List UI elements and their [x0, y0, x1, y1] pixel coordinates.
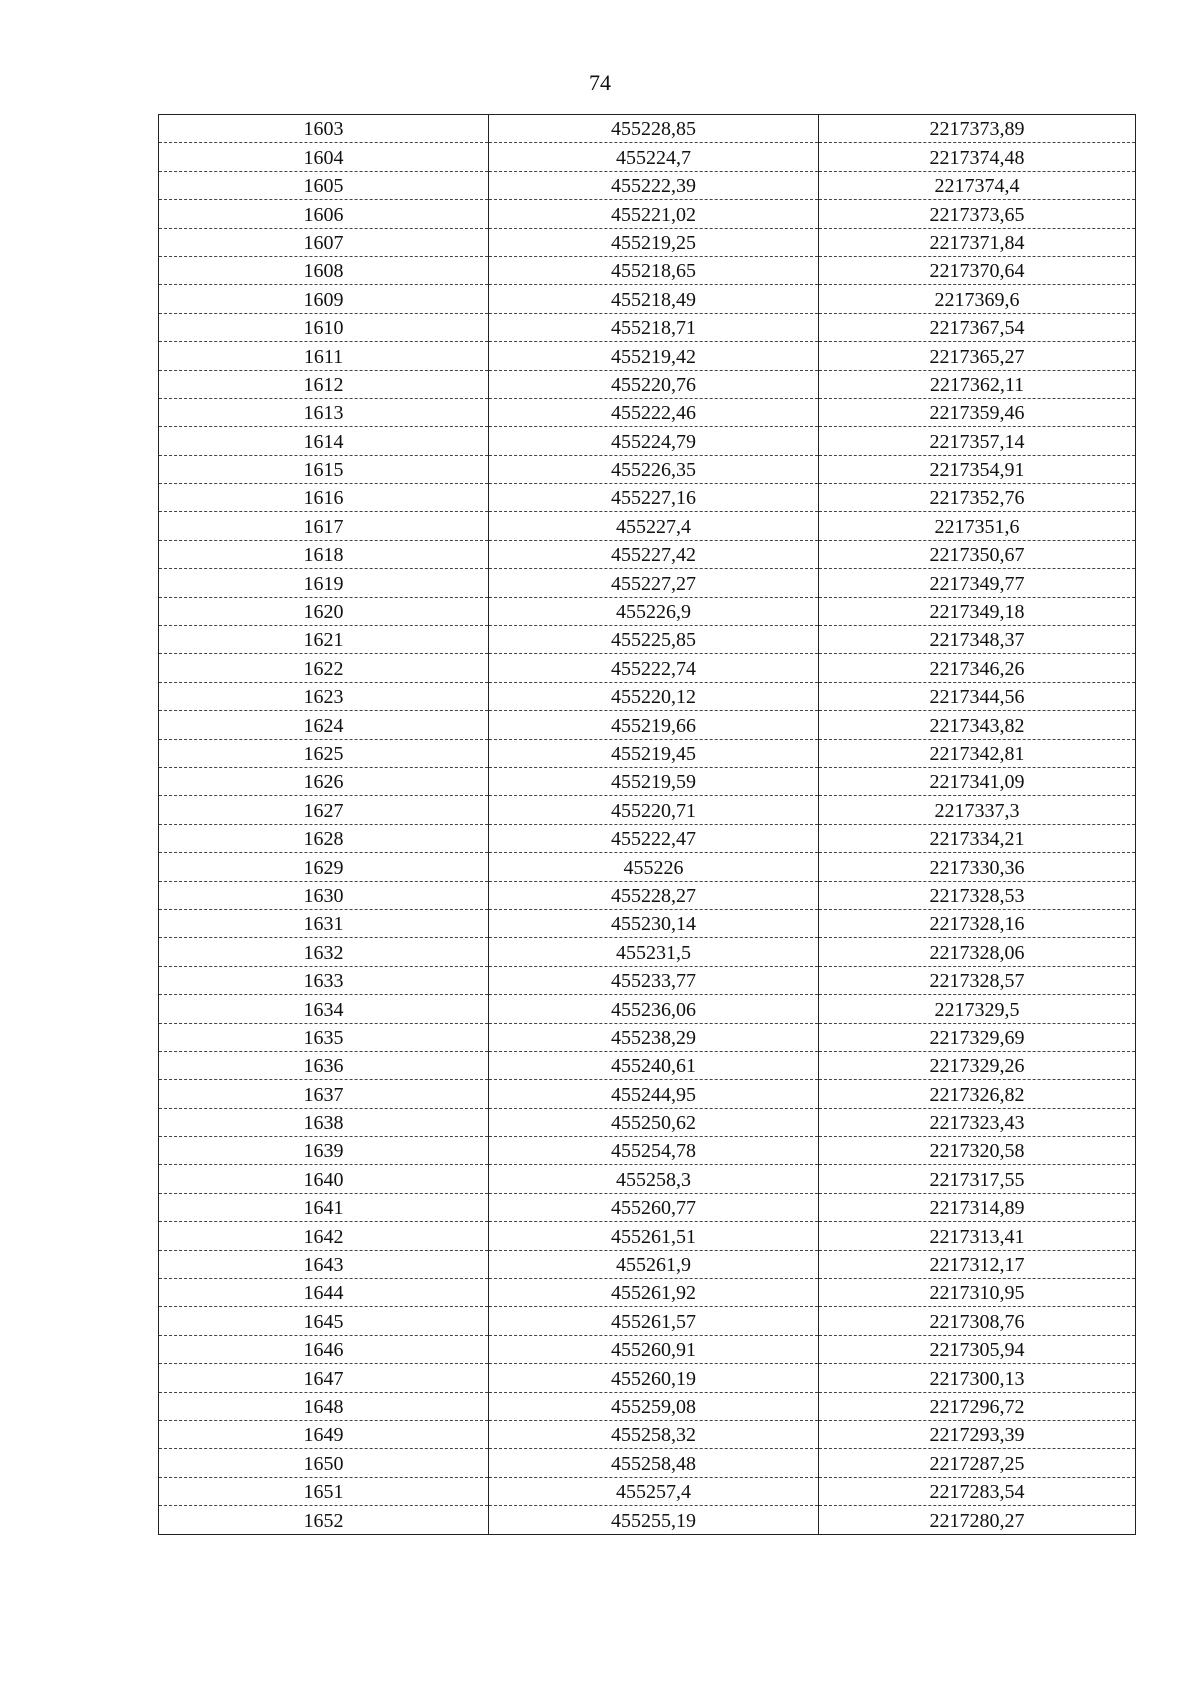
point-number-cell: 1627 — [159, 796, 489, 824]
y-coordinate-cell: 2217313,41 — [819, 1222, 1136, 1250]
x-coordinate-cell: 455261,92 — [489, 1279, 819, 1307]
y-coordinate-cell: 2217280,27 — [819, 1506, 1136, 1534]
x-coordinate-cell: 455260,77 — [489, 1193, 819, 1221]
table-row — [159, 881, 1136, 909]
table-row — [159, 1477, 1136, 1505]
point-number-cell: 1648 — [159, 1392, 489, 1420]
table-row — [159, 853, 1136, 881]
point-number-cell: 1636 — [159, 1051, 489, 1079]
table-row — [159, 796, 1136, 824]
point-number-cell: 1633 — [159, 966, 489, 994]
table-row — [159, 1023, 1136, 1051]
point-number-cell: 1646 — [159, 1335, 489, 1363]
x-coordinate-cell: 455218,71 — [489, 313, 819, 341]
point-number-cell: 1651 — [159, 1477, 489, 1505]
y-coordinate-cell: 2217328,16 — [819, 909, 1136, 937]
y-coordinate-cell: 2217312,17 — [819, 1250, 1136, 1278]
x-coordinate-cell: 455219,45 — [489, 739, 819, 767]
y-coordinate-cell: 2217314,89 — [819, 1193, 1136, 1221]
point-number-cell: 1647 — [159, 1364, 489, 1392]
y-coordinate-cell: 2217348,37 — [819, 626, 1136, 654]
x-coordinate-cell: 455219,66 — [489, 711, 819, 739]
y-coordinate-cell: 2217373,65 — [819, 200, 1136, 228]
x-coordinate-cell: 455236,06 — [489, 995, 819, 1023]
table-row — [159, 484, 1136, 512]
x-coordinate-cell: 455224,79 — [489, 427, 819, 455]
x-coordinate-cell: 455222,46 — [489, 398, 819, 426]
y-coordinate-cell: 2217344,56 — [819, 682, 1136, 710]
y-coordinate-cell: 2217308,76 — [819, 1307, 1136, 1335]
y-coordinate-cell: 2217305,94 — [819, 1335, 1136, 1363]
point-number-cell: 1626 — [159, 767, 489, 795]
x-coordinate-cell: 455238,29 — [489, 1023, 819, 1051]
table-row — [159, 398, 1136, 426]
table-row — [159, 1449, 1136, 1477]
x-coordinate-cell: 455261,51 — [489, 1222, 819, 1250]
y-coordinate-cell: 2217352,76 — [819, 484, 1136, 512]
x-coordinate-cell: 455254,78 — [489, 1137, 819, 1165]
point-number-cell: 1623 — [159, 682, 489, 710]
y-coordinate-cell: 2217293,39 — [819, 1420, 1136, 1448]
y-coordinate-cell: 2217328,06 — [819, 938, 1136, 966]
table-row — [159, 1165, 1136, 1193]
table-row — [159, 1250, 1136, 1278]
x-coordinate-cell: 455244,95 — [489, 1080, 819, 1108]
point-number-cell: 1649 — [159, 1420, 489, 1448]
x-coordinate-cell: 455227,27 — [489, 569, 819, 597]
y-coordinate-cell: 2217354,91 — [819, 455, 1136, 483]
x-coordinate-cell: 455261,57 — [489, 1307, 819, 1335]
point-number-cell: 1608 — [159, 256, 489, 284]
x-coordinate-cell: 455220,71 — [489, 796, 819, 824]
point-number-cell: 1604 — [159, 143, 489, 171]
x-coordinate-cell: 455258,32 — [489, 1420, 819, 1448]
y-coordinate-cell: 2217329,5 — [819, 995, 1136, 1023]
point-number-cell: 1625 — [159, 739, 489, 767]
y-coordinate-cell: 2217370,64 — [819, 256, 1136, 284]
y-coordinate-cell: 2217346,26 — [819, 654, 1136, 682]
point-number-cell: 1635 — [159, 1023, 489, 1051]
point-number-cell: 1617 — [159, 512, 489, 540]
point-number-cell: 1609 — [159, 285, 489, 313]
x-coordinate-cell: 455218,49 — [489, 285, 819, 313]
table-row — [159, 711, 1136, 739]
point-number-cell: 1619 — [159, 569, 489, 597]
x-coordinate-cell: 455257,4 — [489, 1477, 819, 1505]
x-coordinate-cell: 455260,19 — [489, 1364, 819, 1392]
table-row — [159, 1307, 1136, 1335]
point-number-cell: 1620 — [159, 597, 489, 625]
table-row — [159, 171, 1136, 199]
point-number-cell: 1606 — [159, 200, 489, 228]
x-coordinate-cell: 455227,16 — [489, 484, 819, 512]
table-row — [159, 342, 1136, 370]
x-coordinate-cell: 455231,5 — [489, 938, 819, 966]
coordinates-table-body — [159, 115, 1136, 1535]
point-number-cell: 1621 — [159, 626, 489, 654]
x-coordinate-cell: 455224,7 — [489, 143, 819, 171]
x-coordinate-cell: 455222,39 — [489, 171, 819, 199]
x-coordinate-cell: 455225,85 — [489, 626, 819, 654]
table-row — [159, 938, 1136, 966]
point-number-cell: 1645 — [159, 1307, 489, 1335]
table-row — [159, 824, 1136, 852]
table-row — [159, 1080, 1136, 1108]
y-coordinate-cell: 2217367,54 — [819, 313, 1136, 341]
y-coordinate-cell: 2217328,57 — [819, 966, 1136, 994]
table-row — [159, 1335, 1136, 1363]
table-row — [159, 1364, 1136, 1392]
table-row — [159, 1279, 1136, 1307]
point-number-cell: 1616 — [159, 484, 489, 512]
y-coordinate-cell: 2217326,82 — [819, 1080, 1136, 1108]
y-coordinate-cell: 2217296,72 — [819, 1392, 1136, 1420]
point-number-cell: 1622 — [159, 654, 489, 682]
y-coordinate-cell: 2217283,54 — [819, 1477, 1136, 1505]
x-coordinate-cell: 455261,9 — [489, 1250, 819, 1278]
y-coordinate-cell: 2217341,09 — [819, 767, 1136, 795]
x-coordinate-cell: 455259,08 — [489, 1392, 819, 1420]
table-row — [159, 115, 1136, 143]
x-coordinate-cell: 455219,42 — [489, 342, 819, 370]
y-coordinate-cell: 2217362,11 — [819, 370, 1136, 398]
point-number-cell: 1640 — [159, 1165, 489, 1193]
y-coordinate-cell: 2217350,67 — [819, 540, 1136, 568]
point-number-cell: 1612 — [159, 370, 489, 398]
point-number-cell: 1641 — [159, 1193, 489, 1221]
x-coordinate-cell: 455240,61 — [489, 1051, 819, 1079]
x-coordinate-cell: 455260,91 — [489, 1335, 819, 1363]
y-coordinate-cell: 2217359,46 — [819, 398, 1136, 426]
y-coordinate-cell: 2217330,36 — [819, 853, 1136, 881]
y-coordinate-cell: 2217351,6 — [819, 512, 1136, 540]
table-row — [159, 597, 1136, 625]
point-number-cell: 1634 — [159, 995, 489, 1023]
x-coordinate-cell: 455226 — [489, 853, 819, 881]
x-coordinate-cell: 455222,74 — [489, 654, 819, 682]
y-coordinate-cell: 2217287,25 — [819, 1449, 1136, 1477]
table-row — [159, 285, 1136, 313]
x-coordinate-cell: 455258,48 — [489, 1449, 819, 1477]
x-coordinate-cell: 455230,14 — [489, 909, 819, 937]
table-row — [159, 540, 1136, 568]
x-coordinate-cell: 455221,02 — [489, 200, 819, 228]
x-coordinate-cell: 455233,77 — [489, 966, 819, 994]
x-coordinate-cell: 455255,19 — [489, 1506, 819, 1534]
point-number-cell: 1639 — [159, 1137, 489, 1165]
x-coordinate-cell: 455218,65 — [489, 256, 819, 284]
table-row — [159, 739, 1136, 767]
point-number-cell: 1615 — [159, 455, 489, 483]
point-number-cell: 1611 — [159, 342, 489, 370]
x-coordinate-cell: 455226,35 — [489, 455, 819, 483]
x-coordinate-cell: 455258,3 — [489, 1165, 819, 1193]
table-row — [159, 1420, 1136, 1448]
table-row — [159, 1222, 1136, 1250]
point-number-cell: 1603 — [159, 115, 489, 143]
x-coordinate-cell: 455219,59 — [489, 767, 819, 795]
point-number-cell: 1631 — [159, 909, 489, 937]
table-row — [159, 767, 1136, 795]
y-coordinate-cell: 2217310,95 — [819, 1279, 1136, 1307]
table-row — [159, 200, 1136, 228]
point-number-cell: 1607 — [159, 228, 489, 256]
table-row — [159, 1108, 1136, 1136]
y-coordinate-cell: 2217329,26 — [819, 1051, 1136, 1079]
point-number-cell: 1642 — [159, 1222, 489, 1250]
x-coordinate-cell: 455226,9 — [489, 597, 819, 625]
table-row — [159, 1392, 1136, 1420]
table-row — [159, 1137, 1136, 1165]
table-row — [159, 995, 1136, 1023]
x-coordinate-cell: 455250,62 — [489, 1108, 819, 1136]
y-coordinate-cell: 2217371,84 — [819, 228, 1136, 256]
point-number-cell: 1618 — [159, 540, 489, 568]
table-row — [159, 455, 1136, 483]
table-row — [159, 569, 1136, 597]
table-row — [159, 228, 1136, 256]
y-coordinate-cell: 2217300,13 — [819, 1364, 1136, 1392]
y-coordinate-cell: 2217320,58 — [819, 1137, 1136, 1165]
y-coordinate-cell: 2217334,21 — [819, 824, 1136, 852]
x-coordinate-cell: 455220,12 — [489, 682, 819, 710]
table-row — [159, 626, 1136, 654]
y-coordinate-cell: 2217373,89 — [819, 115, 1136, 143]
y-coordinate-cell: 2217349,77 — [819, 569, 1136, 597]
point-number-cell: 1652 — [159, 1506, 489, 1534]
y-coordinate-cell: 2217343,82 — [819, 711, 1136, 739]
point-number-cell: 1605 — [159, 171, 489, 199]
x-coordinate-cell: 455228,85 — [489, 115, 819, 143]
point-number-cell: 1610 — [159, 313, 489, 341]
point-number-cell: 1628 — [159, 824, 489, 852]
y-coordinate-cell: 2217328,53 — [819, 881, 1136, 909]
table-row — [159, 909, 1136, 937]
point-number-cell: 1638 — [159, 1108, 489, 1136]
y-coordinate-cell: 2217369,6 — [819, 285, 1136, 313]
table-row — [159, 966, 1136, 994]
point-number-cell: 1643 — [159, 1250, 489, 1278]
point-number-cell: 1614 — [159, 427, 489, 455]
point-number-cell: 1624 — [159, 711, 489, 739]
y-coordinate-cell: 2217329,69 — [819, 1023, 1136, 1051]
y-coordinate-cell: 2217337,3 — [819, 796, 1136, 824]
table-row — [159, 682, 1136, 710]
point-number-cell: 1637 — [159, 1080, 489, 1108]
y-coordinate-cell: 2217342,81 — [819, 739, 1136, 767]
y-coordinate-cell: 2217374,48 — [819, 143, 1136, 171]
point-number-cell: 1650 — [159, 1449, 489, 1477]
table-row — [159, 654, 1136, 682]
y-coordinate-cell: 2217317,55 — [819, 1165, 1136, 1193]
table-row — [159, 313, 1136, 341]
coordinates-table — [158, 114, 1136, 1535]
x-coordinate-cell: 455227,42 — [489, 540, 819, 568]
y-coordinate-cell: 2217357,14 — [819, 427, 1136, 455]
x-coordinate-cell: 455222,47 — [489, 824, 819, 852]
point-number-cell: 1644 — [159, 1279, 489, 1307]
page-number: 74 — [589, 70, 611, 95]
table-row — [159, 427, 1136, 455]
x-coordinate-cell: 455227,4 — [489, 512, 819, 540]
y-coordinate-cell: 2217349,18 — [819, 597, 1136, 625]
y-coordinate-cell: 2217323,43 — [819, 1108, 1136, 1136]
table-row — [159, 256, 1136, 284]
point-number-cell: 1632 — [159, 938, 489, 966]
x-coordinate-cell: 455228,27 — [489, 881, 819, 909]
table-row — [159, 1051, 1136, 1079]
table-row — [159, 1193, 1136, 1221]
y-coordinate-cell: 2217365,27 — [819, 342, 1136, 370]
table-row — [159, 370, 1136, 398]
table-row — [159, 143, 1136, 171]
x-coordinate-cell: 455220,76 — [489, 370, 819, 398]
table-row — [159, 512, 1136, 540]
table-row — [159, 1506, 1136, 1534]
y-coordinate-cell: 2217374,4 — [819, 171, 1136, 199]
x-coordinate-cell: 455219,25 — [489, 228, 819, 256]
point-number-cell: 1630 — [159, 881, 489, 909]
point-number-cell: 1629 — [159, 853, 489, 881]
point-number-cell: 1613 — [159, 398, 489, 426]
